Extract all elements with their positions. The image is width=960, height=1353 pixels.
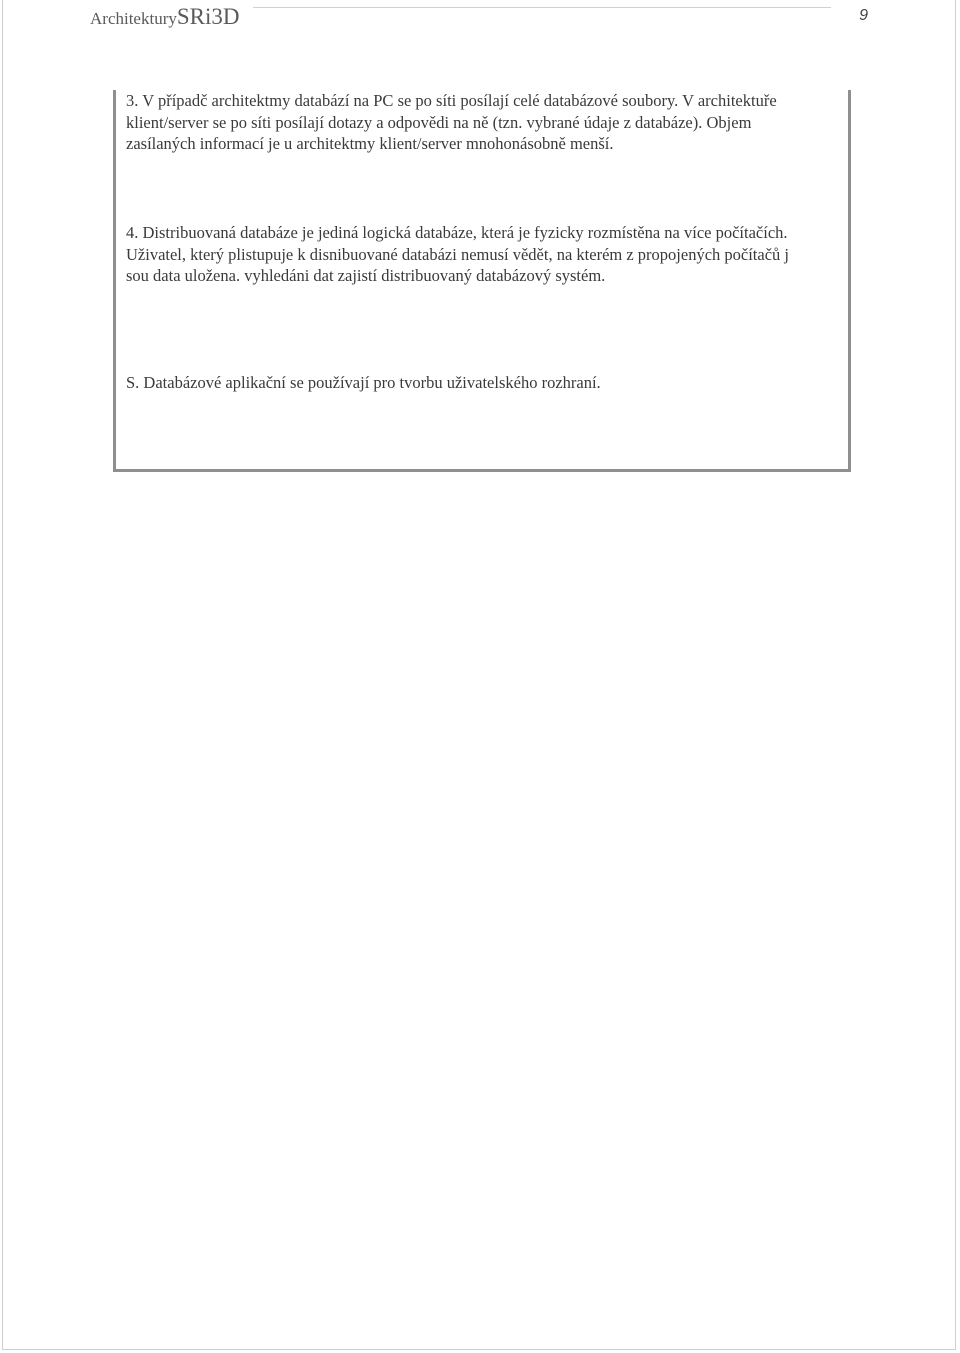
- answer-paragraph-3: 3. V případč architektmy databází na PC se po síti posílají celé databázové soubory. V architektuře klient/server se po síti posílají dotazy a odpovědi na ně (tzn. vybrané údaje z databáze). Objem zasílaných informací je u architektmy klient/server mnohonásobně menší.: [126, 91, 777, 153]
- page-header: [90, 2, 880, 32]
- running-head-suffix: SRi3D: [176, 4, 240, 29]
- running-head-prefix: Architektury: [90, 9, 177, 28]
- answer-paragraph-4: 4. Distribuovaná databáze je jediná logická databáze, která je fyzicky rozmístěna na více počítačích. Uživatel, který plistupuje k disnibuované databázi nemusí vědět, na kterém z propojených počítačů j sou data uložena. vyhledáni dat zajistí distribuovaný databázový systém.: [126, 223, 789, 285]
- running-head-title: [90, 4, 240, 30]
- answer-paragraph-5: S. Databázové aplikační se používají pro tvorbu uživatelského rozhraní.: [126, 373, 601, 392]
- answer-box: [113, 90, 851, 472]
- header-rule: [253, 7, 831, 8]
- page-number: 9: [859, 7, 868, 24]
